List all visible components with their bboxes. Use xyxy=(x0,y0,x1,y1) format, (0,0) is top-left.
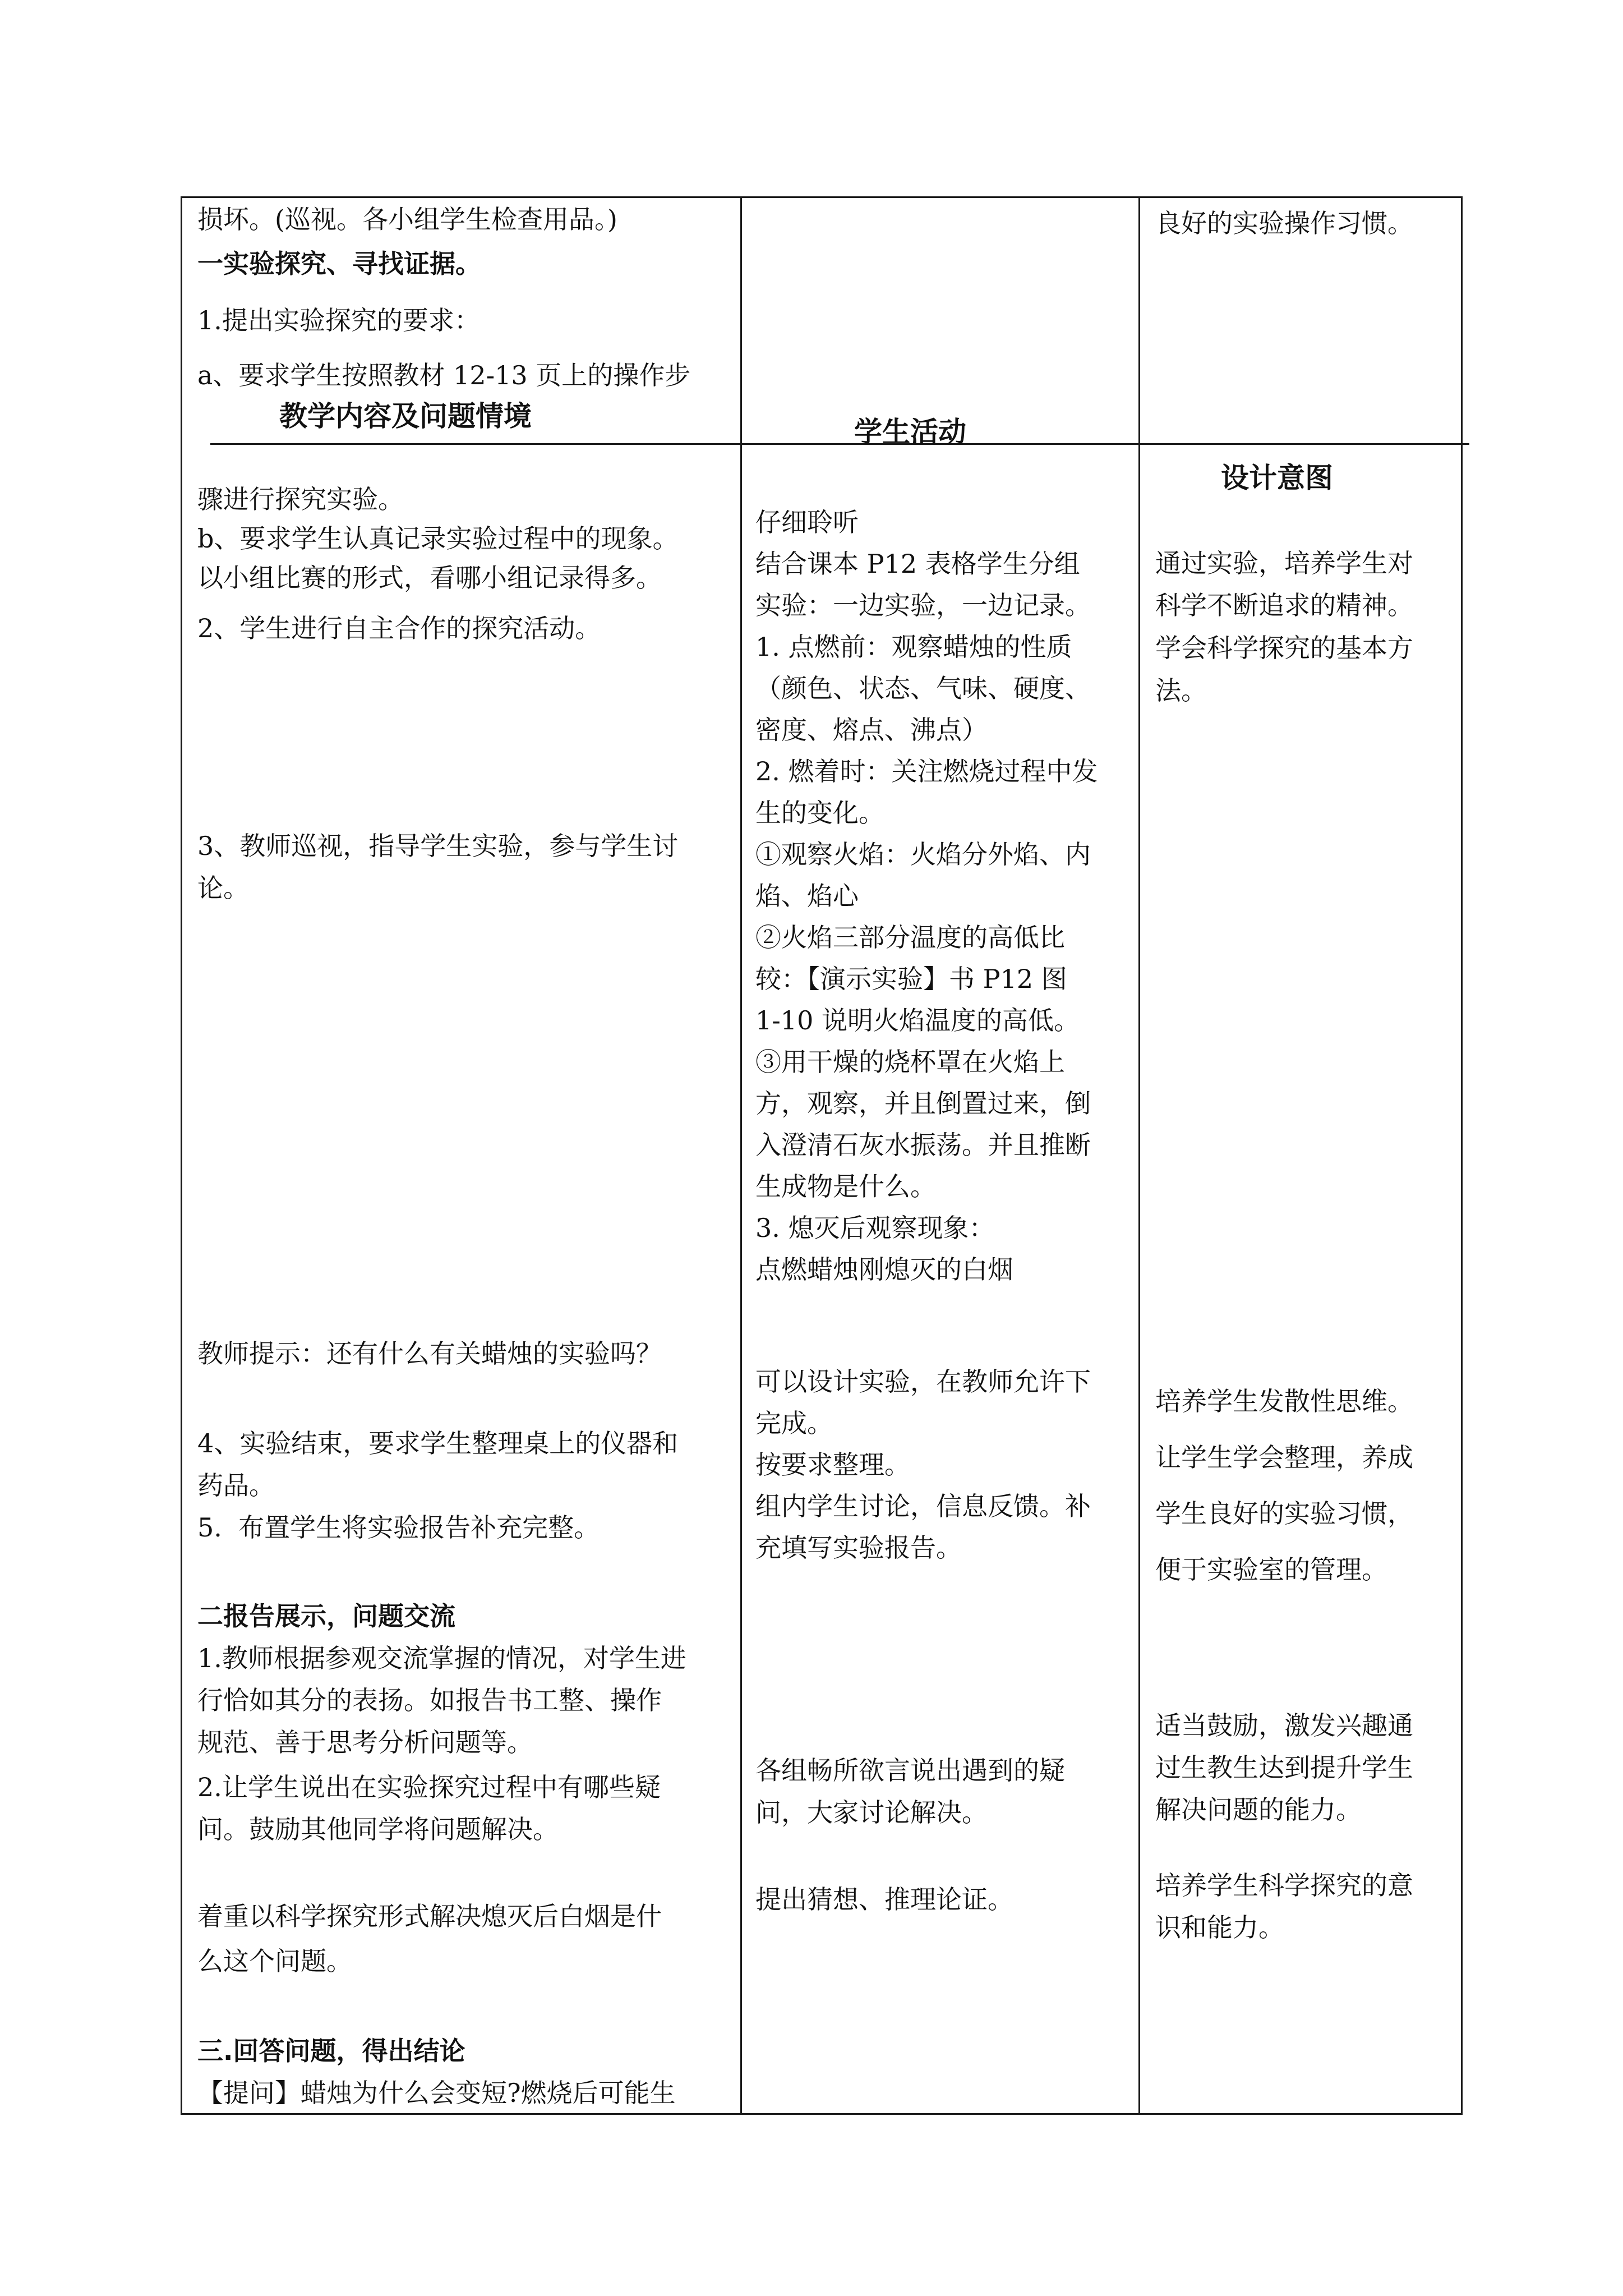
col3-text-line: 便于实验室的管理。 xyxy=(1155,1554,1387,1585)
col2-text-line: 仔细聆听 xyxy=(755,507,859,537)
col1-text-line: 以小组比赛的形式，看哪小组记录得多。 xyxy=(197,563,662,593)
column-header-teaching-content: 教学内容及问题情境 xyxy=(279,400,532,432)
column-header-student-activity: 学生活动 xyxy=(854,416,966,448)
col2-text-line: ①观察火焰：火焰分外焰、内 xyxy=(755,839,1091,869)
col2-text-line: 可以设计实验，在教师允许下 xyxy=(755,1366,1091,1397)
col1-text-line: 3、教师巡视，指导学生实验，参与学生讨 xyxy=(197,831,679,861)
col3-text-line: 培养学生科学探究的意 xyxy=(1155,1870,1413,1901)
col1-top-line-1: 损坏。(巡视。各小组学生检查用品。) xyxy=(197,204,617,234)
col2-text-line: 各组畅所欲言说出遇到的疑 xyxy=(755,1755,1065,1786)
col2-text-line: 密度、熔点、沸点） xyxy=(755,715,988,745)
col2-text-line: 方，观察，并且倒置过来，倒 xyxy=(755,1088,1091,1119)
col2-text-line: 2. 燃着时：关注燃烧过程中发 xyxy=(755,756,1098,786)
table-right-border xyxy=(1461,196,1463,2115)
col1-text-line: 5. 布置学生将实验报告补充完整。 xyxy=(197,1512,600,1543)
col1-text-line: 4、实验结束，要求学生整理桌上的仪器和 xyxy=(197,1428,679,1458)
table-left-border xyxy=(181,196,182,2115)
col2-text-line: 生的变化。 xyxy=(755,798,884,828)
col3-text-line: 法。 xyxy=(1155,675,1207,706)
header-row-divider xyxy=(210,443,1469,445)
col2-text-line: 1-10 说明火焰温度的高低。 xyxy=(755,1005,1080,1036)
col1-text-line: 1.教师根据参观交流掌握的情况，对学生进 xyxy=(197,1643,686,1673)
col2-text-line: 点燃蜡烛刚熄灭的白烟 xyxy=(755,1254,1013,1285)
col2-text-line: 按要求整理。 xyxy=(755,1450,910,1480)
col3-text-line: 科学不断追求的精神。 xyxy=(1155,590,1413,620)
col2-text-line: 焰、焰心 xyxy=(755,881,859,911)
col1-text-line: 行恰如其分的表扬。如报告书工整、操作 xyxy=(197,1685,662,1715)
col3-text-line: 解决问题的能力。 xyxy=(1155,1795,1362,1825)
col3-text-line: 过生教生达到提升学生 xyxy=(1155,1752,1413,1783)
col2-text-line: 3. 熄灭后观察现象： xyxy=(755,1213,995,1243)
col2-text-line: 充填写实验报告。 xyxy=(755,1533,962,1563)
col2-text-line: 提出猜想、推理论证。 xyxy=(755,1884,1013,1915)
col1-text-line: b、要求学生认真记录实验过程中的现象。 xyxy=(197,523,679,554)
col1-text-line: 着重以科学探究形式解决熄灭后白烟是什 xyxy=(197,1901,662,1931)
col2-text-line: （颜色、状态、气味、硬度、 xyxy=(755,673,1091,703)
column-header-design-intent: 设计意图 xyxy=(1221,462,1333,494)
col3-top-line: 良好的实验操作习惯。 xyxy=(1155,208,1413,238)
col2-text-line: 1. 点燃前：观察蜡烛的性质 xyxy=(755,632,1072,662)
col3-text-line: 让学生学会整理，养成 xyxy=(1155,1442,1413,1473)
col1-top-line-4: a、要求学生按照教材 12-13 页上的操作步 xyxy=(197,360,691,390)
col2-text-line: 问，大家讨论解决。 xyxy=(755,1797,988,1828)
col1-text-line: 骤进行探究实验。 xyxy=(197,484,404,514)
col2-text-line: 实验：一边实验，一边记录。 xyxy=(755,590,1091,620)
col1-text-line: 么这个问题。 xyxy=(197,1946,352,1976)
col1-top-line-3: 1.提出实验探究的要求： xyxy=(197,305,480,335)
column-divider-2 xyxy=(1138,196,1140,2115)
col2-text-line: 入澄清石灰水振荡。并且推断 xyxy=(755,1130,1091,1160)
col1-section-heading-report: 二报告展示，问题交流 xyxy=(197,1601,455,1631)
col2-text-line: 组内学生讨论，信息反馈。补 xyxy=(755,1491,1091,1521)
col3-text-line: 通过实验，培养学生对 xyxy=(1155,548,1413,578)
col1-text-line: 药品。 xyxy=(197,1470,275,1501)
col2-text-line: 生成物是什么。 xyxy=(755,1171,936,1202)
col1-text-line: 【提问】蜡烛为什么会变短?燃烧后可能生 xyxy=(197,2078,676,2108)
col3-text-line: 培养学生发散性思维。 xyxy=(1155,1386,1413,1416)
col1-text-line: 2.让学生说出在实验探究过程中有哪些疑 xyxy=(197,1772,661,1802)
col1-section-heading-conclusion: 三.回答问题，得出结论 xyxy=(197,2036,465,2066)
col3-text-line: 学生良好的实验习惯， xyxy=(1155,1498,1413,1529)
column-divider-1 xyxy=(740,196,742,2115)
col3-text-line: 学会科学探究的基本方 xyxy=(1155,633,1413,663)
col2-text-line: 较：【演示实验】书 P12 图 xyxy=(755,964,1067,994)
col2-text-line: ③用干燥的烧杯罩在火焰上 xyxy=(755,1047,1065,1077)
col2-text-line: ②火焰三部分温度的高低比 xyxy=(755,922,1065,953)
col1-teacher-prompt: 教师提示：还有什么有关蜡烛的实验吗？ xyxy=(197,1338,662,1369)
col3-text-line: 识和能力。 xyxy=(1155,1912,1284,1943)
col1-text-line: 问。鼓励其他同学将问题解决。 xyxy=(197,1814,559,1844)
col3-text-line: 适当鼓励，激发兴趣通 xyxy=(1155,1710,1413,1741)
col2-text-line: 结合课本 P12 表格学生分组 xyxy=(755,549,1080,579)
col1-text-line: 论。 xyxy=(197,873,249,903)
col1-text-line: 规范、善于思考分析问题等。 xyxy=(197,1727,533,1757)
col1-section-heading-experiment: 一实验探究、寻找证据。 xyxy=(197,249,481,279)
col1-text-line: 2、学生进行自主合作的探究活动。 xyxy=(197,613,601,643)
col2-text-line: 完成。 xyxy=(755,1408,833,1438)
